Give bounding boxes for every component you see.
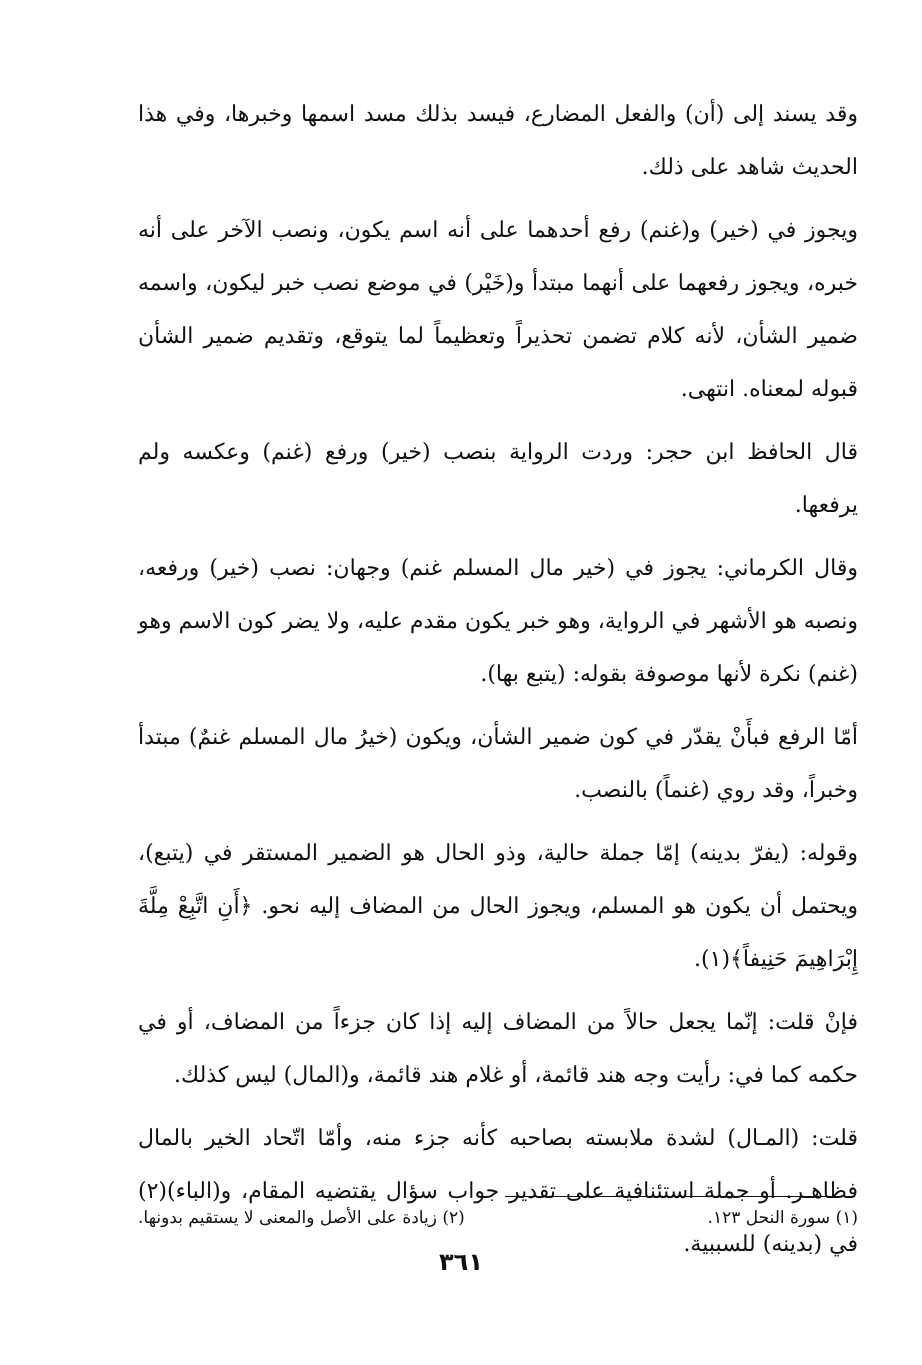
footnote-divider	[505, 1196, 855, 1197]
footnote-1: (١) سورة النحل ١٢٣.	[707, 1208, 858, 1228]
main-text	[138, 88, 858, 1271]
footnotes	[138, 1204, 858, 1232]
paragraph-3: قال الحافظ ابن حجر: وردت الرواية بنصب (خير) ورفع (غنم) وعكسه ولم يرفعها.	[138, 440, 858, 518]
paragraph-7: فإنْ قلت: إنّما يجعل حالاً من المضاف إليه إذا كان جزءاً من المضاف، أو في حكمه كما في: رأيت وجه هند قائمة، أو غلام هند قائمة، و(المال) ليس كذلك.	[138, 1010, 858, 1088]
paragraph-1: وقد يسند إلى (أن) والفعل المضارع، فيسد بذلك مسد اسمها وخبرها، وفي هذا الحديث شاهد على ذلك.	[138, 102, 858, 180]
footnote-2: (٢) زيادة على الأصل والمعنى لا يستقيم بدونها.	[138, 1208, 465, 1228]
paragraph-8: قلت: (المـال) لشدة ملابسته بصاحبه كأنه جزء منه، وأمّا اتّحاد الخير بالمال فظاهـر. أو جملة استئنافية على تقدير جواب سؤال يقتضيه المقام، و(الباء)(٢) في (بدينه) للسببية.	[138, 1126, 858, 1257]
page-number: ٣٦١	[439, 1248, 483, 1276]
paragraph-5: أمّا الرفع فبأَنْ يقدّر في كون ضمير الشأن، ويكون (خيرُ مال المسلم غنمٌ) مبتدأ وخبراً، وقد روي (غنماً) بالنصب.	[138, 725, 858, 803]
paragraph-2: ويجوز في (خير) و(غنم) رفع أحدهما على أنه اسم يكون، ونصب الآخر على أنه خبره، ويجوز رفعهما على أنهما مبتدأ و(خَيْر) في موضع نصب خبر ليكون، واسمه ضمير الشأن، لأنه كلام تضمن تحذيراً وتعظيماً لما يتوقع، وتقديم ضمير الشأن قبوله لمعناه. انتهى.	[138, 218, 858, 402]
paragraph-6: وقوله: (يفرّ بدينه) إمّا جملة حالية، وذو الحال هو الضمير المستقر في (يتبع)، ويحتمل أن يكون هو المسلم، ويجوز الحال من المضاف إليه نحو. ﴿أَنِ اتَّبِعْ مِلَّةَ إِبْرَاهِيمَ حَنِيفاً﴾(١).	[138, 841, 858, 972]
paragraph-4: وقال الكرماني: يجوز في (خير مال المسلم غنم) وجهان: نصب (خير) ورفعه، ونصبه هو الأشهر في الرواية، وهو خبر يكون مقدم عليه، ولا يضر كون الاسم وهو (غنم) نكرة لأنها موصوفة بقوله: (يتبع بها).	[138, 556, 858, 687]
